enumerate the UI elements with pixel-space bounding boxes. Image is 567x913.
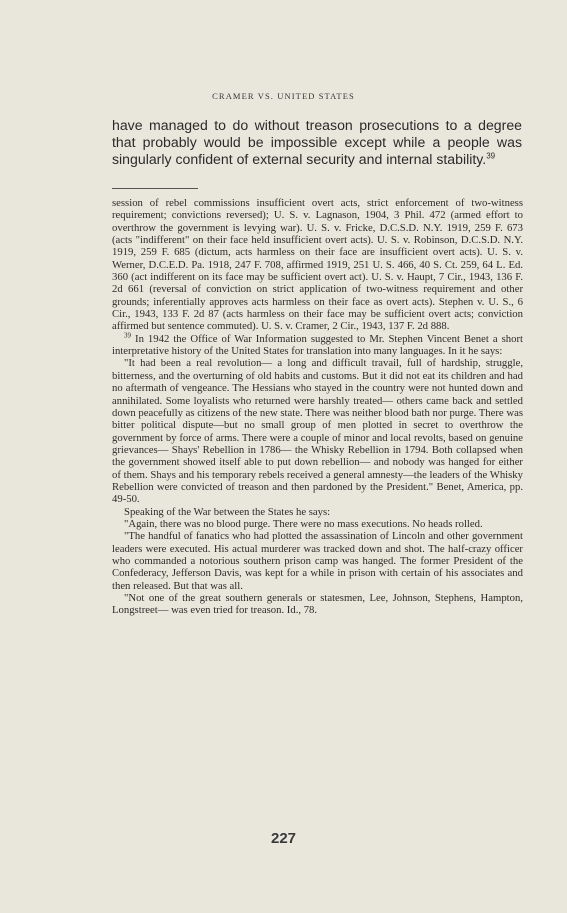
footnote-39-intro-text: In 1942 the Office of War Information suggested to Mr. Stephen Vincent Benet a short interpretative history of the United States for translation into many languages. In it he says: xyxy=(112,332,523,358)
footnotes xyxy=(112,197,523,617)
body-paragraph xyxy=(112,117,522,169)
running-head: CRAMER VS. UNITED STATES xyxy=(212,91,355,101)
footnote-39-quote-2: "Again, there was no blood purge. There were no mass executions. No heads rolled. xyxy=(124,517,483,530)
footnote-39-number: 39 xyxy=(124,331,131,340)
footnote-39-quote-1: "It had been a real revolution— a long and difficult travail, full of hardship, struggle, bitterness, and the overturning of old habits and customs. But it did not eat its children and had no aftermath of vengeance. The Hessians who stayed in the country were not hunted down and annihilated. Some loyalists who returned were harshly treated— others came back and settled down peacefully as citizens of the new state. There was neither blood bath nor purge. There was bitter political dispute—but no small group of men plotted in secret to overthrow the government by force of arms. There were a couple of minor and local revolts, based on genuine grievances— Shays' Rebellion in 1786— the Whisky Rebellion in 1794. Both collapsed when the government showed itself able to put down rebellion— and nobody was hanged for either of them. Shays and his temporary rebels received a general amnesty—the leaders of the Whisky Rebellion were convicted of treason and then pardoned by the President." Benet, America, pp. 49-50. xyxy=(112,357,523,506)
footnote-39-quote-3: "The handful of fanatics who had plotted the assassination of Lincoln and other government leaders were executed. His actual murderer was tracked down and shot. The half-crazy officer who commanded a notorious southern prison camp was hanged. The former President of the Confederacy, Jefferson Davis, was kept for a while in prison with certain of his associates and then released. But that was all. xyxy=(112,530,523,592)
footnote-39-intro xyxy=(112,333,523,358)
footnote-reference: 39 xyxy=(486,151,496,161)
body-text: have managed to do without treason prosecutions to a degree that probably would be impossible except while a people was singularly confident of external security and internal stability. xyxy=(112,117,522,168)
footnote-39-quote-4: "Not one of the great southern generals or statesmen, Lee, Johnson, Stephens, Hampton, Longstreet— was even tried for treason. Id., 78. xyxy=(112,592,523,617)
footnote-continuation: session of rebel commissions insufficient overt acts, strict enforcement of two-witness requirement; convictions reversed); U. S. v. Lagnason, 1904, 3 Phil. 472 (armed effort to overthrow the government is levying war). U. S. v. Fricke, D.C.S.D. N.Y. 1919, 259 F. 673 (acts "indifferent" on their face held insufficient overt acts). U. S. v. Robinson, D.C.S.D. N.Y. 1919, 259 F. 685 (dictum, acts harmless on their face are insufficient overt acts). U. S. v. Werner, D.C.E.D. Pa. 1918, 247 F. 708, affirmed 1919, 251 U. S. 466, 40 S. Ct. 259, 64 L. Ed. 360 (act indifferent on its face may be sufficient overt act). U. S. v. Haupt, 7 Cir., 1943, 136 F. 2d 661 (reversal of conviction on strict application of two-witness requirement and other grounds; inferentially approves acts harmless on their face as overt acts). Stephen v. U. S., 6 Cir., 1943, 133 F. 2d 87 (acts harmless on their face may be sufficient overt acts; conviction affirmed but sentence commuted). U. S. v. Cramer, 2 Cir., 1943, 137 F. 2d 888. xyxy=(112,197,523,333)
footnote-39-speaking: Speaking of the War between the States he says: xyxy=(124,505,331,518)
page-number: 227 xyxy=(270,830,297,847)
footnote-separator xyxy=(112,188,198,189)
